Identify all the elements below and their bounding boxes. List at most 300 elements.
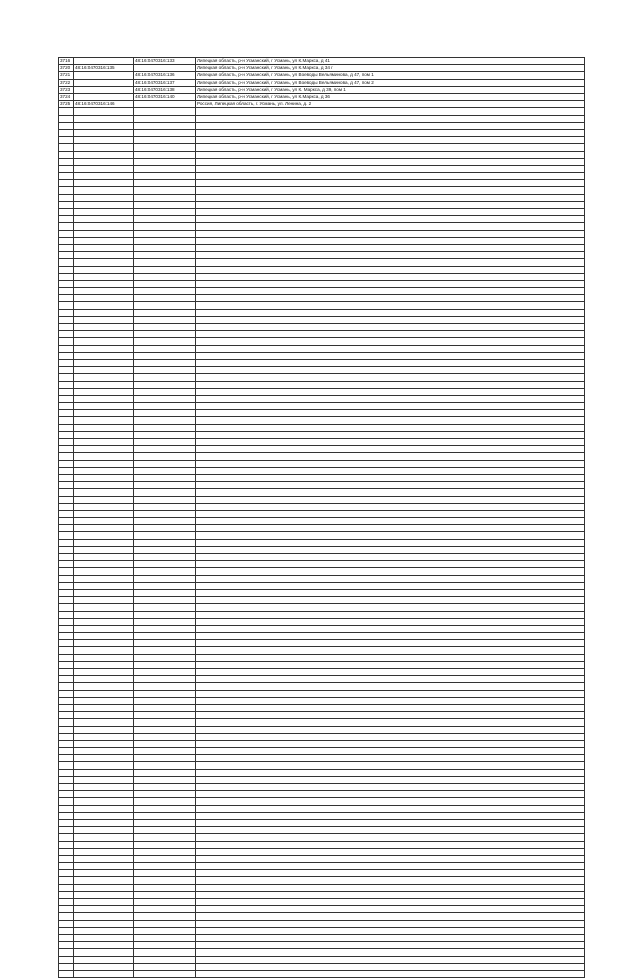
cadastral-number-secondary [134,539,196,546]
table-row [59,86,585,93]
cadastral-number-primary [74,424,134,431]
cadastral-number-primary [74,712,134,719]
table-row [59,554,585,561]
row-number [59,841,74,848]
cadastral-number-secondary [134,324,196,331]
address-cell [196,669,585,676]
cadastral-number-secondary [134,575,196,582]
cadastral-number-secondary: 48:16:0470316:140 [134,94,196,101]
table-row [59,733,585,740]
row-number [59,359,74,366]
table-row [59,798,585,805]
cadastral-number-secondary [134,359,196,366]
row-number [59,769,74,776]
address-cell [196,424,585,431]
table-row [59,79,585,86]
cadastral-number-primary [74,108,134,115]
cadastral-number-secondary [134,230,196,237]
table-row [59,863,585,870]
address-cell [196,137,585,144]
cadastral-number-secondary [134,733,196,740]
address-cell [196,884,585,891]
cadastral-number-secondary [134,187,196,194]
cadastral-number-primary [74,129,134,136]
address-cell [196,690,585,697]
row-number: 3723 [59,86,74,93]
row-number [59,719,74,726]
address-cell [196,863,585,870]
cadastral-number-secondary [134,956,196,963]
cadastral-number-primary [74,122,134,129]
table-row [59,812,585,819]
table-row [59,597,585,604]
table-row [59,180,585,187]
table-row [59,518,585,525]
table-row [59,129,585,136]
address-cell [196,791,585,798]
cadastral-number-secondary [134,482,196,489]
table-row [59,906,585,913]
address-cell [196,201,585,208]
row-number [59,956,74,963]
cadastral-number-primary [74,79,134,86]
cadastral-number-secondary [134,280,196,287]
address-cell [196,446,585,453]
cadastral-number-primary [74,834,134,841]
cadastral-number-secondary: 48:16:0470316:138 [134,86,196,93]
cadastral-number-primary [74,352,134,359]
cadastral-number-primary [74,295,134,302]
table-row [59,834,585,841]
table-row [59,970,585,977]
cadastral-number-secondary [134,108,196,115]
cadastral-number-secondary [134,244,196,251]
cadastral-number-primary [74,539,134,546]
address-cell [196,187,585,194]
row-number [59,618,74,625]
table-row [59,532,585,539]
row-number [59,877,74,884]
table-row [59,755,585,762]
table-row [59,661,585,668]
address-cell [196,510,585,517]
table-row [59,439,585,446]
row-number [59,395,74,402]
table-row [59,288,585,295]
cadastral-number-primary [74,467,134,474]
cadastral-number-secondary [134,381,196,388]
address-cell [196,525,585,532]
table-row [59,510,585,517]
table-row [59,201,585,208]
cadastral-number-primary [74,201,134,208]
table-row [59,891,585,898]
cadastral-number-secondary [134,395,196,402]
table-row [59,633,585,640]
address-cell [196,554,585,561]
table-row [59,467,585,474]
address-cell [196,237,585,244]
address-cell [196,295,585,302]
address-cell [196,546,585,553]
row-number [59,474,74,481]
row-number [59,194,74,201]
cadastral-number-secondary [134,798,196,805]
address-cell [196,683,585,690]
cadastral-number-secondary [134,719,196,726]
address-cell [196,855,585,862]
cadastral-number-secondary: 48:16:0470316:136 [134,72,196,79]
row-number [59,661,74,668]
table-row [59,137,585,144]
cadastral-number-secondary [134,410,196,417]
address-cell [196,834,585,841]
cadastral-number-primary: 48:16:0470316:146 [74,101,134,108]
cadastral-number-secondary [134,963,196,970]
address-cell [196,165,585,172]
cadastral-number-secondary [134,129,196,136]
cadastral-number-secondary [134,316,196,323]
table-row [59,395,585,402]
cadastral-number-secondary [134,827,196,834]
address-cell [196,748,585,755]
cadastral-number-secondary [134,669,196,676]
row-number [59,180,74,187]
address-cell [196,460,585,467]
row-number [59,518,74,525]
address-cell [196,489,585,496]
cadastral-number-secondary [134,683,196,690]
row-number [59,496,74,503]
address-cell [196,633,585,640]
cadastral-number-secondary [134,913,196,920]
cadastral-number-primary [74,798,134,805]
row-number [59,855,74,862]
table-row [59,72,585,79]
row-number [59,230,74,237]
cadastral-number-secondary: 48:16:0470316:137 [134,79,196,86]
table-row [59,115,585,122]
row-number [59,331,74,338]
table-row [59,805,585,812]
cadastral-number-primary [74,690,134,697]
cadastral-number-secondary [134,633,196,640]
row-number [59,776,74,783]
cadastral-number-primary [74,963,134,970]
cadastral-number-primary [74,367,134,374]
row-number [59,439,74,446]
cadastral-number-primary [74,216,134,223]
cadastral-number-secondary [134,748,196,755]
cadastral-number-secondary [134,568,196,575]
cadastral-number-primary [74,359,134,366]
address-cell [196,223,585,230]
cadastral-number-primary [74,906,134,913]
cadastral-number-primary [74,266,134,273]
registry-page [58,57,584,978]
cadastral-number-secondary [134,223,196,230]
cadastral-number-secondary [134,546,196,553]
table-row [59,647,585,654]
cadastral-number-secondary [134,611,196,618]
cadastral-number-primary [74,374,134,381]
cadastral-number-secondary [134,819,196,826]
cadastral-number-primary [74,187,134,194]
cadastral-number-primary [74,338,134,345]
cadastral-number-primary [74,460,134,467]
cadastral-number-secondary [134,460,196,467]
table-row [59,963,585,970]
cadastral-number-secondary [134,510,196,517]
cadastral-number-primary [74,848,134,855]
table-row [59,244,585,251]
address-cell [196,575,585,582]
table-row [59,173,585,180]
address-cell: Липецкая область, р-н Усманский, г Усмань, ул Воеводы Вельяминова, д 47, пом 1 [196,72,585,79]
cadastral-number-secondary [134,582,196,589]
cadastral-number-secondary [134,891,196,898]
table-row [59,546,585,553]
table-row [59,424,585,431]
cadastral-number-primary [74,755,134,762]
cadastral-number-primary [74,309,134,316]
row-number [59,316,74,323]
row-number [59,934,74,941]
address-cell [196,870,585,877]
cadastral-number-primary [74,446,134,453]
row-number [59,712,74,719]
cadastral-number-primary [74,891,134,898]
table-row [59,187,585,194]
table-row [59,640,585,647]
row-number [59,539,74,546]
cadastral-number-primary [74,259,134,266]
cadastral-number-secondary [134,331,196,338]
row-number [59,870,74,877]
address-cell [196,640,585,647]
table-row [59,920,585,927]
cadastral-number-primary [74,618,134,625]
table-row [59,108,585,115]
cadastral-number-secondary [134,870,196,877]
cadastral-number-secondary [134,453,196,460]
registry-table-body [59,58,585,978]
cadastral-number-primary [74,410,134,417]
cadastral-number-primary [74,273,134,280]
cadastral-number-primary [74,855,134,862]
table-row [59,683,585,690]
address-cell [196,812,585,819]
cadastral-number-secondary [134,661,196,668]
table-row [59,582,585,589]
address-cell [196,805,585,812]
table-row [59,316,585,323]
cadastral-number-primary [74,209,134,216]
address-cell [196,108,585,115]
cadastral-number-primary [74,554,134,561]
cadastral-number-primary [74,740,134,747]
address-cell [196,848,585,855]
table-row [59,58,585,65]
table-row [59,381,585,388]
cadastral-number-primary [74,158,134,165]
row-number [59,280,74,287]
row-number [59,374,74,381]
cadastral-number-secondary [134,654,196,661]
table-row [59,870,585,877]
row-number [59,489,74,496]
cadastral-number-primary [74,237,134,244]
cadastral-number-primary [74,805,134,812]
table-row [59,266,585,273]
address-cell [196,726,585,733]
cadastral-number-primary: 48:16:0470316:135 [74,65,134,72]
row-number [59,446,74,453]
cadastral-number-primary [74,144,134,151]
address-cell [196,309,585,316]
row-number [59,683,74,690]
address-cell [196,158,585,165]
row-number [59,884,74,891]
cadastral-number-primary [74,252,134,259]
cadastral-number-primary [74,525,134,532]
cadastral-number-primary [74,942,134,949]
row-number [59,381,74,388]
cadastral-number-primary [74,288,134,295]
row-number [59,108,74,115]
row-number [59,151,74,158]
row-number: 3724 [59,94,74,101]
row-number: 3716 [59,58,74,65]
cadastral-number-primary [74,812,134,819]
table-row [59,101,585,108]
table-row [59,625,585,632]
row-number [59,244,74,251]
row-number [59,561,74,568]
cadastral-number-secondary [134,525,196,532]
cadastral-number-primary [74,654,134,661]
row-number [59,942,74,949]
table-row [59,611,585,618]
address-cell [196,589,585,596]
table-row [59,769,585,776]
cadastral-number-secondary [134,144,196,151]
cadastral-number-primary [74,827,134,834]
cadastral-number-secondary [134,726,196,733]
cadastral-number-secondary [134,676,196,683]
row-number [59,726,74,733]
cadastral-number-primary [74,819,134,826]
table-row [59,855,585,862]
cadastral-number-secondary [134,589,196,596]
address-cell [196,252,585,259]
table-row [59,604,585,611]
cadastral-number-primary [74,633,134,640]
cadastral-number-secondary [134,863,196,870]
address-cell: Липецкая область, р-н Усманский, г Усмань, ул К.Маркса, д 41 [196,58,585,65]
row-number [59,144,74,151]
row-number [59,697,74,704]
cadastral-number-secondary [134,834,196,841]
table-row [59,331,585,338]
cadastral-number-secondary [134,345,196,352]
address-cell [196,316,585,323]
address-cell [196,345,585,352]
cadastral-number-primary [74,784,134,791]
address-cell [196,244,585,251]
cadastral-number-secondary [134,302,196,309]
table-row [59,259,585,266]
table-row [59,158,585,165]
address-cell [196,280,585,287]
cadastral-number-primary [74,661,134,668]
cadastral-number-secondary [134,618,196,625]
cadastral-number-primary [74,72,134,79]
cadastral-number-secondary [134,273,196,280]
row-number [59,115,74,122]
address-cell [196,453,585,460]
table-row [59,934,585,941]
cadastral-number-primary [74,769,134,776]
row-number [59,266,74,273]
table-row [59,230,585,237]
table-row [59,791,585,798]
cadastral-number-secondary [134,352,196,359]
table-row [59,819,585,826]
row-number [59,582,74,589]
row-number [59,970,74,977]
address-cell [196,798,585,805]
cadastral-number-secondary [134,604,196,611]
address-cell [196,704,585,711]
address-cell: Россия, Липецкая область, г. Усмань, ул. Ленина, д. 2 [196,101,585,108]
address-cell [196,374,585,381]
cadastral-number-primary [74,94,134,101]
row-number [59,288,74,295]
table-row [59,589,585,596]
cadastral-number-secondary [134,173,196,180]
row-number [59,410,74,417]
cadastral-number-primary [74,510,134,517]
row-number [59,647,74,654]
cadastral-number-secondary [134,784,196,791]
address-cell [196,474,585,481]
address-cell [196,654,585,661]
address-cell [196,582,585,589]
table-row [59,295,585,302]
address-cell [196,697,585,704]
table-row [59,223,585,230]
address-cell [196,561,585,568]
row-number [59,640,74,647]
address-cell: Липецкая область, р-н Усманский, г Усмань, ул К.Маркса, д 36 [196,94,585,101]
cadastral-number-primary [74,244,134,251]
cadastral-number-secondary [134,252,196,259]
table-row [59,654,585,661]
table-row [59,165,585,172]
table-row [59,474,585,481]
address-cell [196,122,585,129]
cadastral-number-secondary [134,712,196,719]
cadastral-number-secondary [134,503,196,510]
table-row [59,122,585,129]
cadastral-number-primary [74,683,134,690]
cadastral-number-primary [74,920,134,927]
row-number [59,510,74,517]
table-row [59,690,585,697]
address-cell [196,769,585,776]
cadastral-number-secondary [134,431,196,438]
